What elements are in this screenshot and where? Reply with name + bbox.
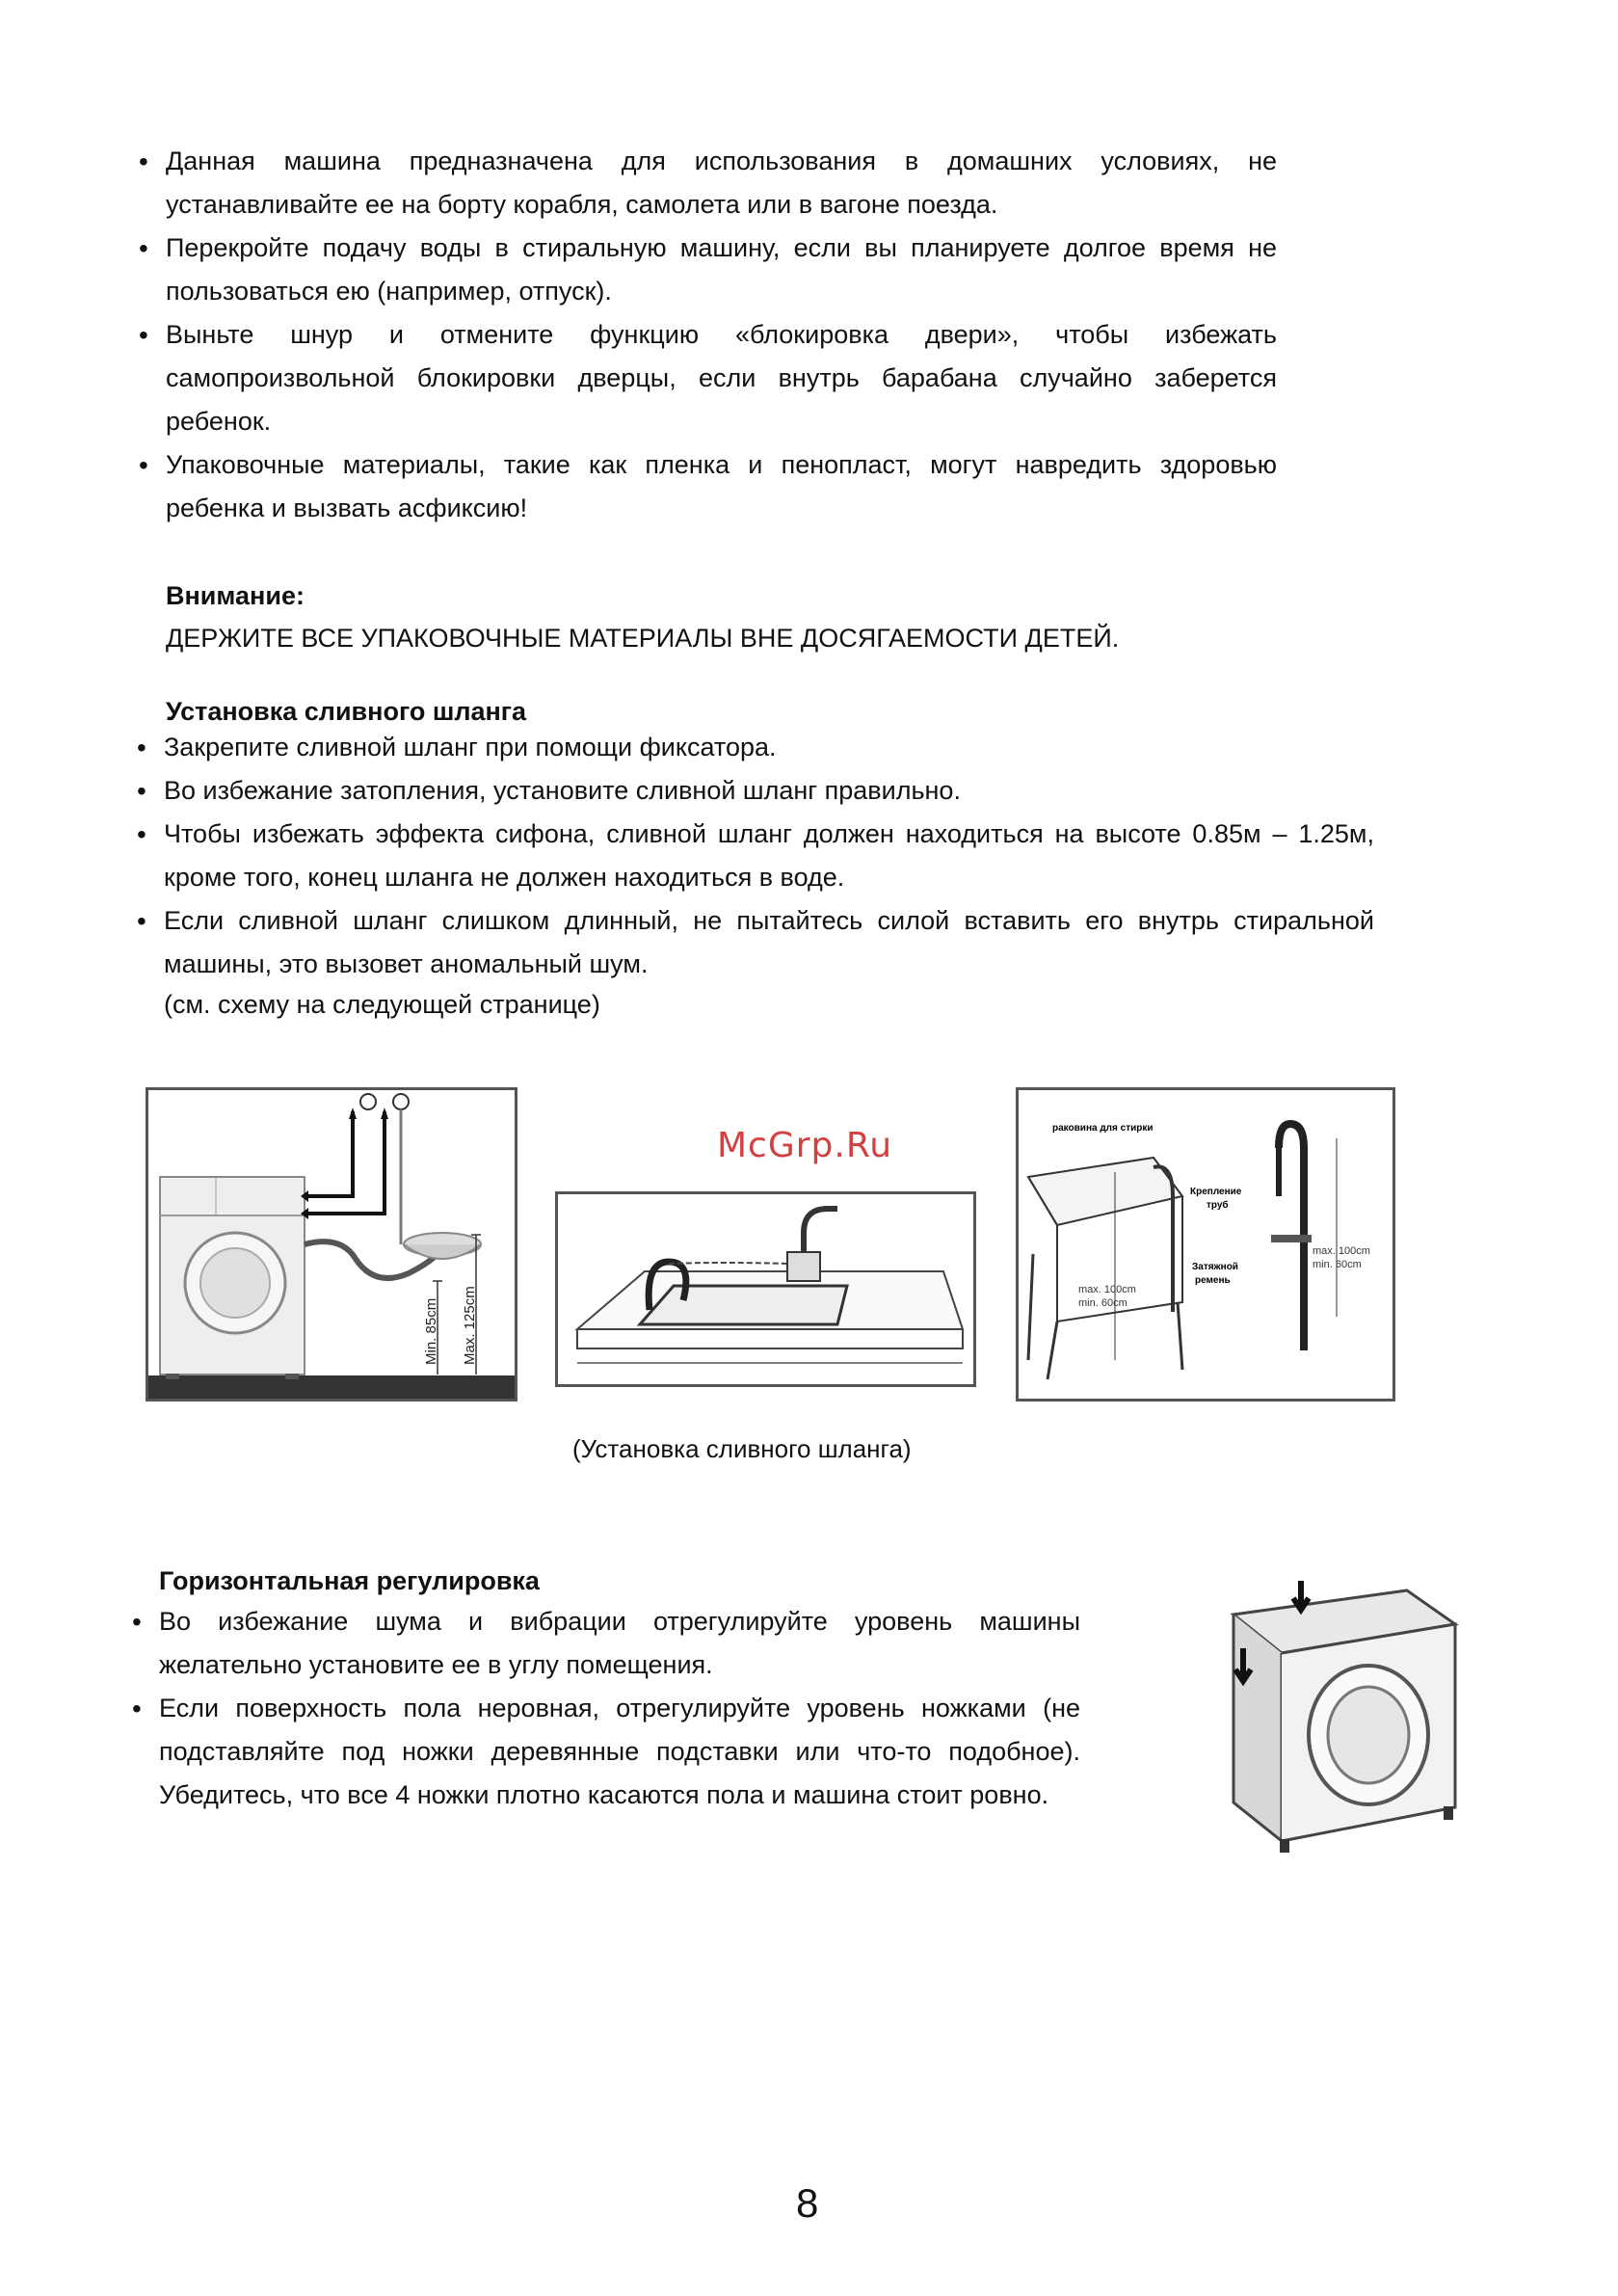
drain-bullet-3: • Чтобы избежать эффекта сифона, сливной шланг должен находиться на высоте 0.85м – 1.25м, кроме того, конец шланга не должен находиться в воде. [143, 813, 1374, 899]
drain-figure-caption: (Установка сливного шланга) [572, 1434, 912, 1463]
leveling-bullet-2: • Если поверхность пола неровная, отрегулируйте уровень ножками (не подставляйте под ножки деревянные подставки или что-то подобное). Убедитесь, что все 4 ножки плотно касаются пола и машина стоит ровно. [138, 1687, 1080, 1817]
drain-figure-laundry-sink [1016, 1087, 1395, 1402]
intro-bullet-list [145, 140, 1277, 530]
right-max-label: max. 100cm [1313, 1245, 1370, 1257]
max-height-label: Max. 125cm [462, 1286, 478, 1365]
pipe-label-line1: Крепление [1190, 1187, 1242, 1197]
drain-note: (см. схему на следующей странице) [164, 990, 600, 1019]
leveling-section-title: Горизонтальная регулировка [159, 1566, 540, 1595]
sink-label: раковина для стирки [1052, 1123, 1154, 1134]
left-min-label: min. 60cm [1078, 1297, 1127, 1309]
strap-label-line2: ремень [1195, 1275, 1231, 1286]
leveling-bullet-1: • Во избежание шума и вибрации отрегулируйте уровень машины желательно установите ее в углу помещения. [138, 1600, 1080, 1687]
drain-figure-sink [555, 1191, 976, 1387]
page-number: 8 [796, 2180, 819, 2226]
drain-bullet-list [143, 726, 1374, 986]
warning-text: ДЕРЖИТЕ ВСЕ УПАКОВОЧНЫЕ МАТЕРИАЛЫ ВНЕ ДОСЯГАЕМОСТИ ДЕТЕЙ. [166, 624, 1120, 653]
intro-bullet-4: • Упаковочные материалы, такие как пленка и пенопласт, могут навредить здоровью ребенка и вызвать асфиксию! [145, 443, 1277, 530]
right-min-label: min. 60cm [1313, 1259, 1362, 1270]
drain-bullet-2: • Во избежание затопления, установите сливной шланг правильно. [143, 769, 1374, 813]
drain-bullet-1: • Закрепите сливной шланг при помощи фиксатора. [143, 726, 1374, 769]
laundry-sink-illustration [1019, 1090, 1393, 1399]
left-max-label: max. 100cm [1078, 1284, 1136, 1295]
pipe-label-line2: труб [1207, 1200, 1229, 1211]
drain-figure-machine [146, 1087, 517, 1402]
min-height-label: Min. 85cm [423, 1297, 439, 1365]
intro-bullet-3: • Выньте шнур и отмените функцию «блокировка двери», чтобы избежать самопроизвольной блокировки дверцы, если внутрь барабана случайно заберется ребенок. [145, 313, 1277, 443]
drain-bullet-4: • Если сливной шланг слишком длинный, не пытайтесь силой вставить его внутрь стиральной машины, это вызовет аномальный шум. [143, 899, 1374, 986]
watermark: McGrp.Ru [717, 1126, 893, 1165]
strap-label-line1: Затяжной [1192, 1262, 1238, 1272]
sink-hose-illustration [558, 1194, 973, 1384]
leveling-machine-illustration [1214, 1571, 1465, 1860]
warning-title: Внимание: [166, 581, 305, 610]
washing-machine-drain-illustration [148, 1090, 515, 1399]
drain-section-title: Установка сливного шланга [166, 697, 527, 726]
leveling-bullet-list [138, 1600, 1080, 1817]
intro-bullet-2: • Перекройте подачу воды в стиральную машину, если вы планируете долгое время не пользоваться ею (например, отпуск). [145, 227, 1277, 313]
intro-bullet-1: • Данная машина предназначена для использования в домашних условиях, не устанавливайте ее на борту корабля, самолета или в вагоне поезда. [145, 140, 1277, 227]
